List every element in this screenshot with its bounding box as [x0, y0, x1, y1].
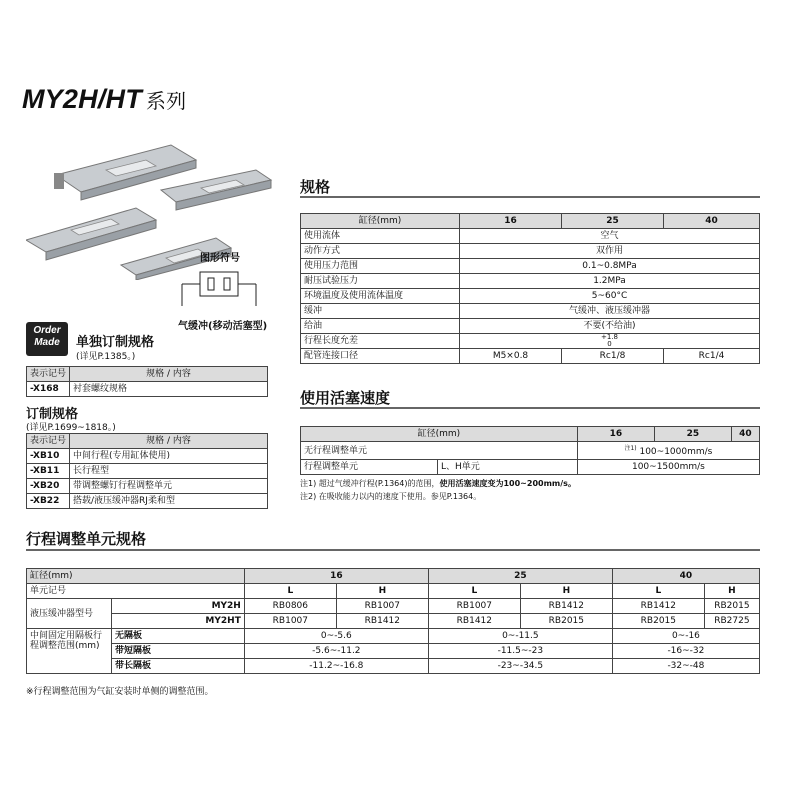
order-made-title: 单独订制规格 [76, 335, 155, 350]
actuator-image-2 [161, 170, 271, 210]
table-cell: 衬套螺纹规格 [70, 382, 268, 397]
page-title [22, 84, 186, 115]
table-cell: -XB20 [27, 479, 70, 494]
unit-cell: L [428, 584, 520, 599]
row-value: 气缓冲、液压缓冲器 [460, 304, 760, 319]
col-header-25: 25 [562, 214, 664, 229]
col-header-40: 40 [731, 427, 759, 442]
range-cell: -5.6~-11.2 [244, 644, 428, 659]
absorber-cell: RB1412 [612, 599, 704, 614]
range-cell: -23~-34.5 [428, 659, 612, 674]
col-header-40: 40 [664, 214, 760, 229]
row-label: 给油 [301, 319, 460, 334]
row-label: 单元记号 [27, 584, 245, 599]
table-row [301, 460, 760, 475]
range-cell: -11.2~-16.8 [244, 659, 428, 674]
table-row [301, 319, 760, 334]
table-row [301, 304, 760, 319]
col-header-code: 表示记号 [27, 434, 70, 449]
custom-ref: (详见P.1699~1818。) [26, 423, 116, 433]
specs-title: 规格 [300, 178, 331, 196]
row-label: 环境温度及使用流体温度 [301, 289, 460, 304]
speed-table [300, 426, 760, 475]
unit-cell: H [704, 584, 759, 599]
row-label: 动作方式 [301, 244, 460, 259]
absorber-cell: RB1007 [244, 614, 336, 629]
table-row [27, 644, 760, 659]
table-row [27, 584, 760, 599]
note-marker: 注1) [624, 445, 637, 452]
col-header-25: 25 [428, 569, 612, 584]
table-cell: 搭载/液压缓冲器RJ柔和型 [70, 494, 268, 509]
table-cell: 长行程型 [70, 464, 268, 479]
row-label: 配管连接口径 [301, 349, 460, 364]
row-value: 不要(不给油) [460, 319, 760, 334]
col-header-code: 表示记号 [27, 367, 70, 382]
row-label: 行程调整单元 [301, 460, 438, 475]
row-label: 缓冲 [301, 304, 460, 319]
table-row [301, 274, 760, 289]
stroke-table [26, 568, 760, 674]
speed-value-1: 100~1000mm/s [639, 447, 713, 457]
col-header-25: 25 [654, 427, 731, 442]
absorber-cell: RB1412 [428, 614, 520, 629]
model-label-my2ht: MY2HT [112, 614, 245, 629]
unit-cell: H [520, 584, 612, 599]
row-label: 使用流体 [301, 229, 460, 244]
absorber-cell: RB0806 [244, 599, 336, 614]
col-header-bore: 缸径(mm) [27, 569, 245, 584]
absorber-cell: RB1007 [428, 599, 520, 614]
row-value: 双作用 [460, 244, 760, 259]
table-cell: -XB22 [27, 494, 70, 509]
absorber-cell: RB1412 [520, 599, 612, 614]
unit-cell: L [612, 584, 704, 599]
tolerance-plus: +1.8 [601, 333, 618, 341]
row-label: 无隔板 [112, 629, 245, 644]
table-row [27, 464, 268, 479]
table-row [301, 289, 760, 304]
table-row [301, 229, 760, 244]
absorber-cell: RB1007 [336, 599, 428, 614]
table-row [27, 659, 760, 674]
port-16: M5×0.8 [460, 349, 562, 364]
divider [300, 196, 760, 198]
row-label: 带长隔板 [112, 659, 245, 674]
order-made-table [26, 366, 268, 397]
row-value: 空气 [460, 229, 760, 244]
order-made-badge [26, 322, 68, 356]
unit-cell: H [336, 584, 428, 599]
divider [26, 549, 760, 551]
custom-title: 订制规格 [26, 407, 79, 422]
absorber-cell: RB1412 [336, 614, 428, 629]
table-row [27, 479, 268, 494]
order-made-ref: (详见P.1385。) [76, 352, 136, 362]
symbol-caption: 气缓冲(移动活塞型) [178, 321, 268, 332]
col-header-content: 规格 / 内容 [70, 434, 268, 449]
absorber-cell: RB2015 [612, 614, 704, 629]
note-text: 注1) 超过气缓冲行程(P.1364)的范围， [300, 479, 440, 488]
table-row [27, 382, 268, 397]
specs-table [300, 213, 760, 364]
col-header-bore: 缸径(mm) [301, 427, 578, 442]
table-cell: -XB11 [27, 464, 70, 479]
series-label: 系列 [145, 89, 187, 113]
col-header-bore: 缸径(mm) [301, 214, 460, 229]
range-cell: -11.5~-23 [428, 644, 612, 659]
table-cell: 带调整螺钉行程调整单元 [70, 479, 268, 494]
tolerance-minus: 0 [607, 340, 612, 348]
table-row [301, 259, 760, 274]
speed-title: 使用活塞速度 [300, 389, 391, 407]
row-value: 0.1~0.8MPa [460, 259, 760, 274]
row-value: 5~60°C [460, 289, 760, 304]
table-row [27, 614, 760, 629]
range-cell: 0~-11.5 [428, 629, 612, 644]
model-name: MY2H/HT [22, 84, 142, 114]
absorber-cell: RB2015 [520, 614, 612, 629]
actuator-image-3 [26, 208, 156, 260]
table-cell: -X168 [27, 382, 70, 397]
symbol-label: 图形符号 [200, 253, 240, 264]
table-cell: -XB10 [27, 449, 70, 464]
table-row [27, 449, 268, 464]
table-row [301, 349, 760, 364]
col-header-40: 40 [612, 569, 759, 584]
table-row [301, 442, 760, 460]
port-25: Rc1/8 [562, 349, 664, 364]
col-header-16: 16 [244, 569, 428, 584]
range-cell: -32~-48 [612, 659, 759, 674]
col-header-16: 16 [460, 214, 562, 229]
table-row [301, 244, 760, 259]
row-label: 行程长度允差 [301, 334, 460, 349]
table-row [27, 629, 760, 644]
badge-line-2: Made [34, 337, 60, 348]
table-row [301, 334, 760, 349]
note-emphasis: 使用活塞速度变为100~200mm/s。 [439, 479, 576, 488]
col-header-16: 16 [577, 427, 654, 442]
divider [300, 407, 760, 409]
table-cell: 中间行程(专用缸体使用) [70, 449, 268, 464]
speed-note-1 [300, 478, 576, 489]
row-label: 耐压试验压力 [301, 274, 460, 289]
table-row [27, 494, 268, 509]
range-cell: 0~-5.6 [244, 629, 428, 644]
model-label-my2h: MY2H [112, 599, 245, 614]
table-row [27, 599, 760, 614]
stroke-footnote: ※行程调整范围为气缸安装时单侧的调整范围。 [26, 687, 214, 697]
speed-value-2: 100~1500mm/s [577, 460, 759, 475]
range-label: 中间固定用隔板行程调整范围(mm) [27, 629, 112, 674]
row-label: 使用压力范围 [301, 259, 460, 274]
badge-line-1: Order [33, 325, 61, 336]
speed-note-2: 注2) 在吸收能力以内的速度下使用。参见P.1364。 [300, 492, 482, 501]
row-label: 带短隔板 [112, 644, 245, 659]
row-value: 1.2MPa [460, 274, 760, 289]
unit-cell: L [244, 584, 336, 599]
custom-table [26, 433, 268, 509]
row-value [577, 442, 759, 460]
pneumatic-symbol-icon [178, 264, 268, 314]
absorber-cell: RB2725 [704, 614, 759, 629]
tolerance-value [460, 334, 760, 349]
range-cell: -16~-32 [612, 644, 759, 659]
port-40: Rc1/4 [664, 349, 760, 364]
absorber-cell: RB2015 [704, 599, 759, 614]
row-sublabel: L、H单元 [438, 460, 578, 475]
col-header-content: 规格 / 内容 [70, 367, 268, 382]
range-cell: 0~-16 [612, 629, 759, 644]
stroke-title: 行程调整单元规格 [26, 530, 147, 548]
row-label: 液压缓冲器型号 [27, 599, 112, 629]
row-label: 无行程调整单元 [301, 442, 578, 460]
